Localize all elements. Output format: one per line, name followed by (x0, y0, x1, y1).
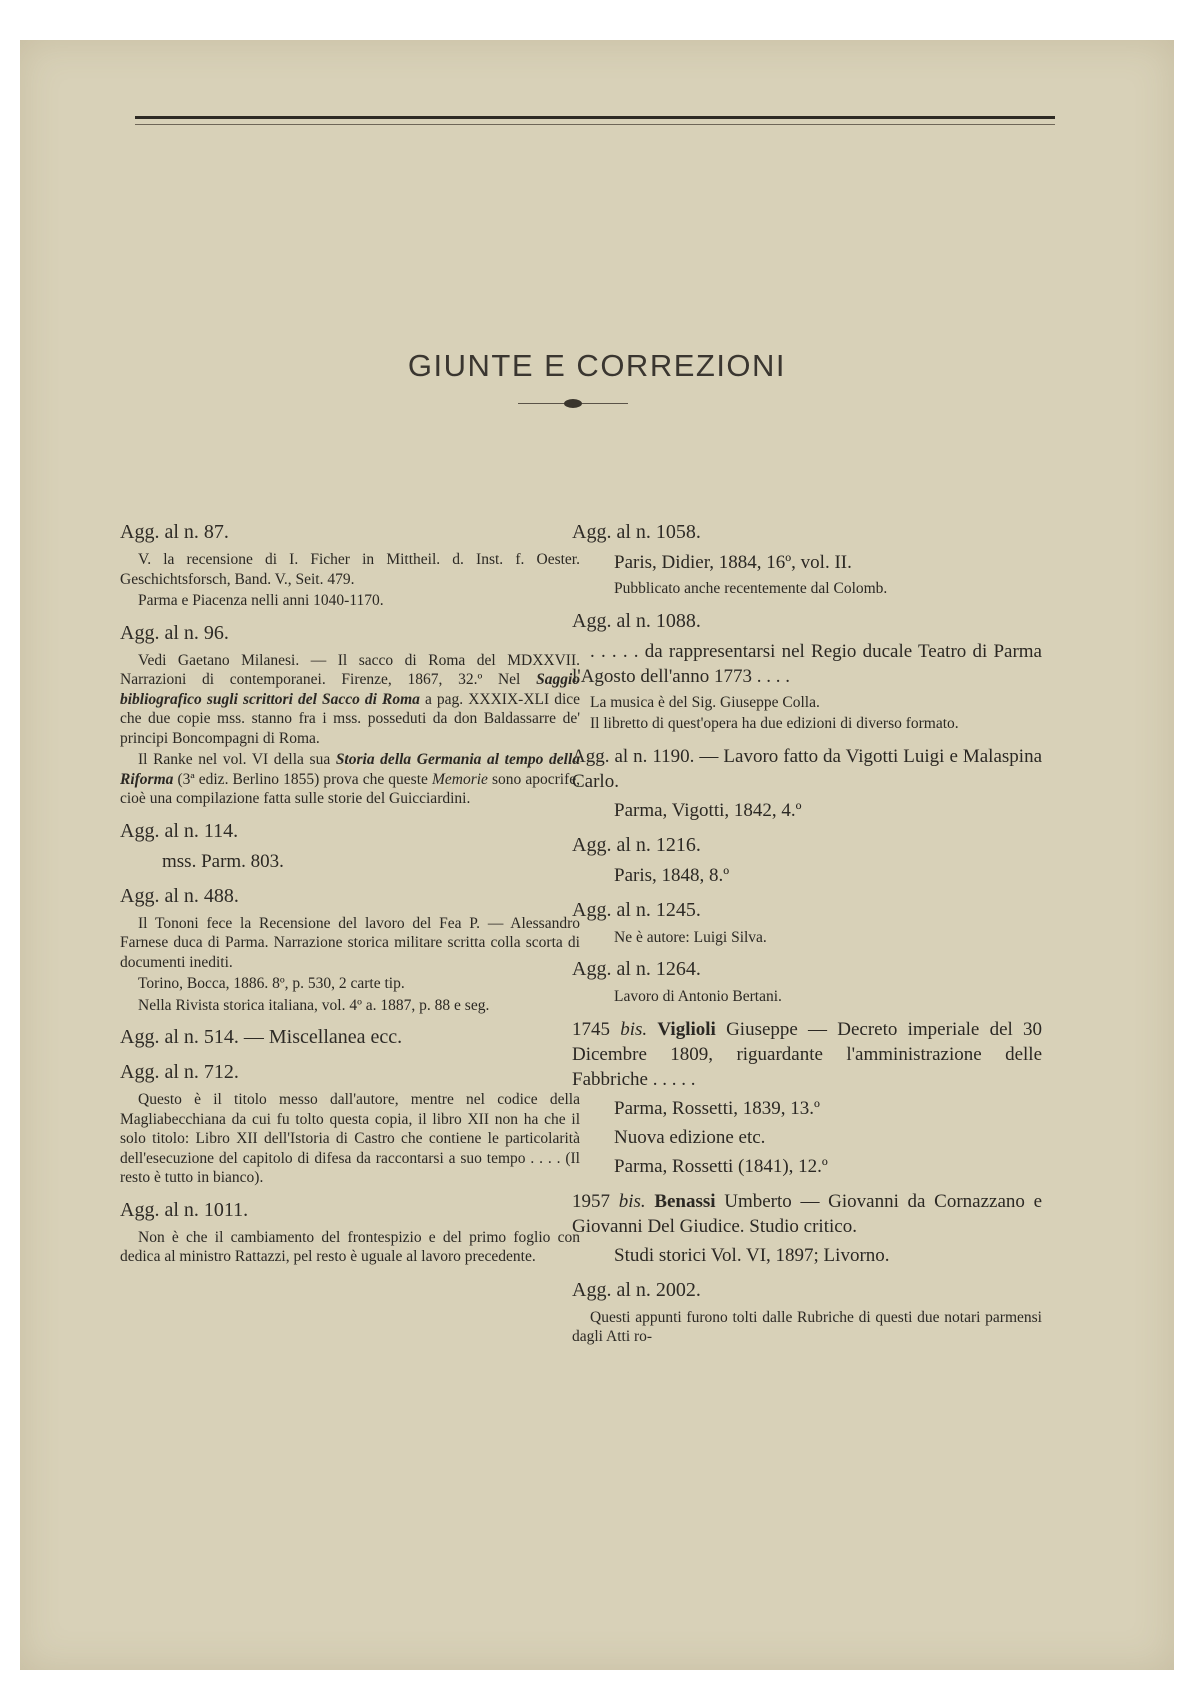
text-run: a pag. XXXIX-XLI dice che due copie mss. stanno fra i mss. posseduti da don Baldassarre de' principi Boncompagni di Roma. (120, 690, 581, 747)
text-run-italic: Storia della Germania al tempo della Riforma (120, 751, 580, 788)
entry-87 (120, 520, 580, 611)
entry-heading: Agg. al n. 1216. (572, 833, 701, 856)
text-run: Giuseppe — Decreto imperiale del 30 Dicembre 1809, riguardante l'amministrazione delle Fabbriche . . . . . (572, 1018, 1043, 1090)
entry-1088 (572, 609, 1042, 734)
entry-text: mss. Parm. 803. (162, 850, 284, 872)
entry-1058 (572, 520, 1042, 599)
entry-heading (120, 1025, 580, 1050)
entry-text: Questi appunti furono tolti dalle Rubriche di questi due notari parmensi dagli Atti ro- (572, 1308, 1042, 1345)
entry-heading: Agg. al n. 1245. (572, 898, 701, 921)
entry-1245 (572, 898, 1042, 948)
text-run: (3ª ediz. Berlino 1855) prova che queste (177, 770, 428, 788)
text-run-italic: Memorie (431, 770, 488, 788)
entry-text: Nuova edizione etc. (614, 1126, 766, 1148)
entry-text (572, 1017, 1042, 1092)
entry-text: Ne è autore: Luigi Silva. (614, 928, 767, 946)
page-sheet (20, 40, 1174, 1670)
text-run: Umberto — Giovanni da Cornazzano e Giovanni Del Giudice. Studio critico. (572, 1190, 1043, 1237)
entry-text: Parma, Rossetti, 1839, 13.º (614, 1097, 820, 1119)
entry-text: Pubblicato anche recentemente dal Colomb. (614, 580, 888, 597)
text-run: Il Ranke nel vol. VI della sua (138, 751, 331, 768)
left-column (120, 520, 580, 1277)
entry-text: Nella Rivista storica italiana, vol. 4º a. 1887, p. 88 e seg. (138, 996, 490, 1014)
text-run: sono apocrife, cioè una compilazione fatta sulle storie del Guicciardini. (120, 770, 580, 807)
header-rule-thick (135, 116, 1055, 119)
entry-text: . . . . . da rappresentarsi nel Regio ducale Teatro di Parma l'Agosto dell'anno 1773 . . . . (572, 640, 1042, 687)
entry-number: 1957 (572, 1190, 610, 1212)
entry-1216 (572, 833, 1042, 888)
heading-number: Agg. al n. 514. (120, 1026, 239, 1048)
entry-heading: Agg. al n. 712. (120, 1061, 239, 1083)
entry-1190 (572, 744, 1042, 823)
entry-heading: Agg. al n. 2002. (572, 1278, 701, 1301)
entry-text: Paris, 1848, 8.º (614, 864, 730, 886)
entry-1957-bis (572, 1189, 1042, 1268)
entry-text: Questo è il titolo messo dall'autore, mentre nel codice della Magliabecchiana da cui fu tolto questa copia, il libro XII non ha che il solo titolo: Libro XII dell'Istoria di Castro che contiene le particolarità dell'esecuzione del capitolo di difesa da raccontarsi a suo tempo . . . . (Il resto è tutto in bianco). (120, 1091, 580, 1186)
entry-heading: Agg. al n. 114. (120, 819, 239, 842)
entry-heading: Agg. al n. 87. (120, 521, 229, 543)
text-run: Vedi Gaetano Milanesi. — Il sacco di Roma del MDXXVII. Narrazioni di contemporanei. Firenze, 1867, 32.º Nel (120, 651, 580, 688)
entry-heading: Agg. al n. 96. (120, 621, 229, 644)
text-run-italic: Saggio bibliografico (120, 671, 581, 708)
entry-text: Parma, Vigotti, 1842, 4.º (614, 799, 802, 821)
entry-text (572, 1189, 1042, 1239)
heading-rest: — Lavoro fatto da Vigotti Luigi e Malaspina Carlo. (572, 745, 1043, 792)
entry-heading: Agg. al n. 1088. (572, 609, 701, 632)
entry-1011 (120, 1198, 580, 1267)
entry-text (120, 750, 580, 809)
entry-text: Parma, Rossetti (1841), 12.º (614, 1155, 828, 1177)
entry-text: Non è che il cambiamento del frontespizio e del primo foglio con dedica al ministro Rattazzi, pel resto è uguale al lavoro precedente. (120, 1228, 580, 1265)
entry-text: Paris, Didier, 1884, 16º, vol. II. (614, 552, 852, 573)
bis-marker: bis. (620, 1018, 648, 1040)
entry-number: 1745 (572, 1018, 610, 1040)
entry-1745-bis (572, 1017, 1042, 1179)
right-column (572, 520, 1042, 1357)
entry-text: Lavoro di Antonio Bertani. (614, 988, 782, 1005)
entry-heading: Agg. al n. 1058. (572, 521, 701, 543)
bis-marker: bis. (618, 1190, 646, 1212)
heading-number: Agg. al n. 1190. (572, 745, 695, 767)
entry-heading: Agg. al n. 488. (120, 884, 239, 907)
entry-text: Il libretto di quest'opera ha due edizioni di diverso formato. (590, 715, 959, 732)
author-name: Benassi (654, 1190, 716, 1212)
author-name: Viglioli (657, 1018, 716, 1040)
entry-heading (572, 744, 1042, 794)
page-title: GIUNTE E CORREZIONI (407, 348, 787, 383)
header-rule-thin (135, 124, 1055, 125)
entry-114 (120, 819, 580, 874)
entry-heading: Agg. al n. 1011. (120, 1198, 249, 1221)
entry-2002 (572, 1278, 1042, 1347)
entry-text (120, 651, 580, 749)
entry-heading: Agg. al n. 1264. (572, 958, 701, 980)
entry-text: Torino, Bocca, 1886. 8º, p. 530, 2 carte tip. (138, 975, 405, 992)
entry-text: Il Tononi fece la Recensione del lavoro del Fea P. — Alessandro Farnese duca di Parma. Narrazione storica militare scritta colla scorta di documenti inediti. (120, 914, 580, 971)
text-run-italic: sugli scrittori del Sacco di Roma (206, 690, 420, 708)
ornament-dot (564, 399, 582, 408)
entry-text: Parma e Piacenza nelli anni 1040-1170. (138, 592, 384, 609)
entry-text: La musica è del Sig. Giuseppe Colla. (590, 693, 820, 711)
title-ornament (518, 398, 628, 410)
entry-text: V. la recensione di I. Ficher in Mittheil. d. Inst. f. Oester. Geschichtsforsch, Band. V., Seit. 479. (120, 551, 580, 588)
entry-96 (120, 621, 580, 809)
entry-488 (120, 884, 580, 1016)
entry-text: Studi storici Vol. VI, 1897; Livorno. (614, 1244, 890, 1266)
entry-1264 (572, 957, 1042, 1007)
heading-rest: — Miscellanea ecc. (243, 1026, 403, 1048)
entry-514 (120, 1025, 580, 1050)
entry-712 (120, 1060, 580, 1188)
